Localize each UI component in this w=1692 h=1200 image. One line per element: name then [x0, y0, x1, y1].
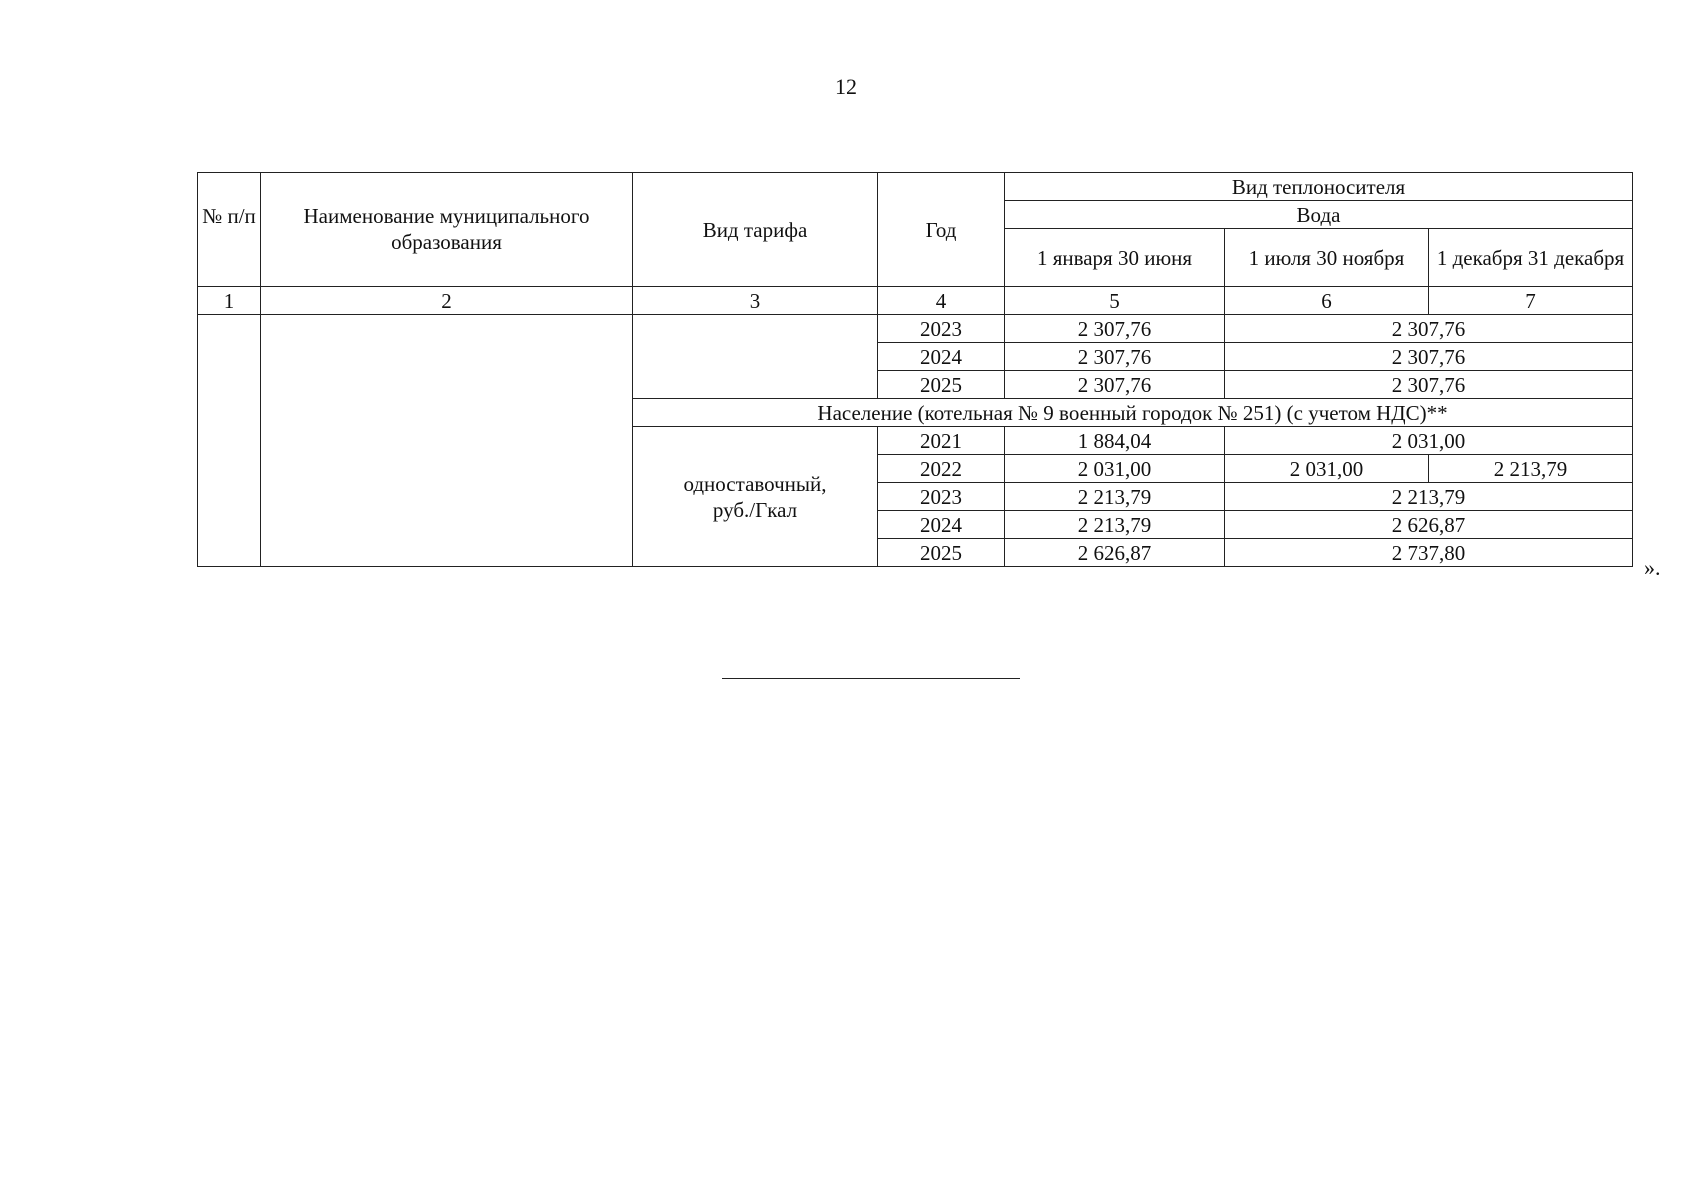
closing-quote-mark: ». — [1644, 555, 1661, 580]
year-cell: 2022 — [878, 455, 1005, 483]
value-cell: 2 307,76 — [1225, 315, 1633, 343]
year-cell: 2023 — [878, 483, 1005, 511]
year-cell: 2023 — [878, 315, 1005, 343]
header-municipality: Наименование муниципального образования — [261, 173, 633, 287]
value-cell: 2 213,79 — [1005, 483, 1225, 511]
value-cell: 2 213,79 — [1429, 455, 1633, 483]
year-cell: 2025 — [878, 539, 1005, 567]
column-number: 7 — [1429, 287, 1633, 315]
value-cell: 2 626,87 — [1225, 511, 1633, 539]
value-cell: 2 213,79 — [1225, 483, 1633, 511]
column-number: 2 — [261, 287, 633, 315]
column-number: 3 — [633, 287, 878, 315]
header-num: № п/п — [198, 173, 261, 287]
section-title: Население (котельная № 9 военный городок № 251) (с учетом НДС)** — [633, 399, 1633, 427]
value-cell: 2 626,87 — [1005, 539, 1225, 567]
header-period-1: 1 января 30 июня — [1005, 229, 1225, 287]
tariff-type-cell — [633, 315, 878, 399]
header-heat-carrier: Вид теплоносителя — [1005, 173, 1633, 201]
column-number: 6 — [1225, 287, 1429, 315]
header-period-2: 1 июля 30 ноября — [1225, 229, 1429, 287]
value-cell: 2 307,76 — [1005, 315, 1225, 343]
value-cell: 2 307,76 — [1005, 371, 1225, 399]
column-number: 5 — [1005, 287, 1225, 315]
header-water: Вода — [1005, 201, 1633, 229]
value-cell: 2 213,79 — [1005, 511, 1225, 539]
value-cell: 2 031,00 — [1225, 455, 1429, 483]
value-cell: 2 307,76 — [1225, 343, 1633, 371]
value-cell: 2 737,80 — [1225, 539, 1633, 567]
header-year: Год — [878, 173, 1005, 287]
table-row — [198, 315, 1633, 343]
tariff-table — [197, 172, 1633, 567]
num-cell — [198, 315, 261, 567]
column-numbers-row — [198, 287, 1633, 315]
tariff-label: одноставочный, руб./Гкал — [633, 427, 878, 567]
value-cell: 1 884,04 — [1005, 427, 1225, 455]
header-period-3: 1 декабря 31 декабря — [1429, 229, 1633, 287]
page-number: 12 — [835, 74, 857, 99]
value-cell: 2 307,76 — [1225, 371, 1633, 399]
footer-divider — [722, 678, 1020, 679]
year-cell: 2024 — [878, 343, 1005, 371]
header-row-1 — [198, 173, 1633, 201]
value-cell: 2 031,00 — [1005, 455, 1225, 483]
year-cell: 2025 — [878, 371, 1005, 399]
header-tariff-type: Вид тарифа — [633, 173, 878, 287]
column-number: 1 — [198, 287, 261, 315]
municipality-cell — [261, 315, 633, 567]
year-cell: 2021 — [878, 427, 1005, 455]
column-number: 4 — [878, 287, 1005, 315]
year-cell: 2024 — [878, 511, 1005, 539]
value-cell: 2 031,00 — [1225, 427, 1633, 455]
value-cell: 2 307,76 — [1005, 343, 1225, 371]
